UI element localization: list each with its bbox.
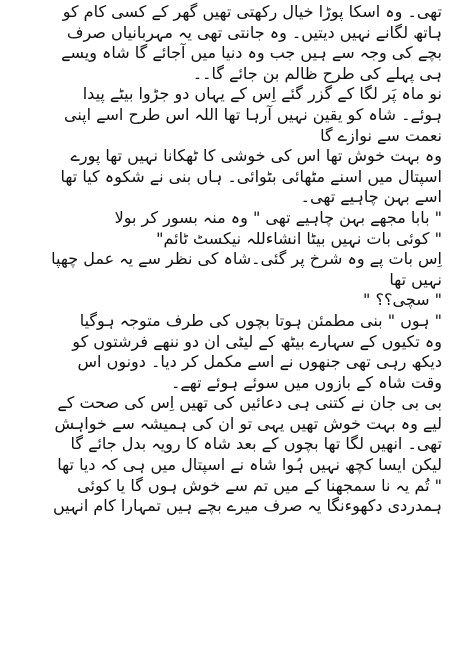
text-line: ہمدردی دکھوءنگا یہ صرف میرے بچے ہیں تمہارا کام انہیں xyxy=(52,496,442,516)
text-line: اِس بات پے وہ شرخ پر گئی۔شاہ کی نظر سے یہ عمل چھپا xyxy=(51,249,442,269)
text-line: وقت شاہ کے بازوں میں سوئے ہوئے تھے۔ xyxy=(171,372,442,392)
text-line: بی بی جان نے کتنی ہی دعائیں کی تھیں اِس کی صحت کے xyxy=(57,393,442,413)
text-line: " ہوں " بنی مطمئن ہوتا بچوں کی طرف متوجہ ہوگیا xyxy=(79,310,442,330)
text-line: اسپتال میں اسنے مٹھائی بٹوائی۔ ہاں بنی نے شکوہ کیا تھا xyxy=(60,166,442,186)
text-line: لیکن ایسا کچھ نہیں ہُوا شاہ نے اسپتال میں ہی کہ دیا تھا xyxy=(57,455,442,475)
text-line: " کوئی بات نہیں بیٹا انشاءللہ نیکسٹ ٹائم" xyxy=(156,228,442,248)
text-line: ہی پہلے کی طرح ظالم بن جائے گا۔۔ xyxy=(192,63,442,83)
text-line: نہیں تھا xyxy=(389,269,442,289)
text-line: دیکھ رہی تھی جنھوں نے اسے مکمل کر دیا۔ دونوں اس xyxy=(77,352,442,372)
text-line: نعمت سے نوازے گا xyxy=(320,125,442,145)
text-line: بچے کی وجہ سے ہیں جب وہ دنیا میں آجائے گا شاہ ویسے xyxy=(61,43,442,63)
text-line: " بابا مجھے بہن چاہیے تھی " وہ منہ بسور کر بولا xyxy=(114,207,442,227)
text-line: اسے بہن چاہیے تھی۔ xyxy=(300,187,442,207)
text-line: " سچی؟؟ " xyxy=(363,290,442,310)
text-line: نو ماہ پَر لگا کے گزر گئے اِس کے یہاں دو جڑوا بیٹے پیدا xyxy=(82,84,442,104)
text-line: ہوئے۔ شاہ کو یقین نہیں آرہا تھا اللہ اس طرح اسے اپنی xyxy=(64,104,442,124)
text-line: " تُم یہ نا سمجھنا کے میں تم سے خوش ہوں گا یا کوئی xyxy=(77,475,442,495)
text-line: ہاتھ لگانے نہیں دیتیں۔ وہ جانتی تھی یہ مہربانیاں صرف xyxy=(66,22,442,42)
text-line: لیے وہ بہت خوش تھیں یہی تو ان کی ہمیشہ سے خواہش xyxy=(54,413,442,433)
text-line: وہ بہت خوش تھا اس کی خوشی کا ٹھکانا نہیں تھا پورے xyxy=(70,146,442,166)
text-line: وہ تکیوں کے سہارے بیٹھ کے لیٹی ان دو ننھے فرشتوں کو xyxy=(72,331,442,351)
text-line: تھی۔ وہ اسکا پوڑا خیال رکھتی تھیں گھر کے کسی کام کو xyxy=(62,2,442,21)
text-line: تھی۔ انھیں لگا تھا بچوں کے بعد شاہ کا رویہ بدل جائے گا xyxy=(70,434,442,454)
